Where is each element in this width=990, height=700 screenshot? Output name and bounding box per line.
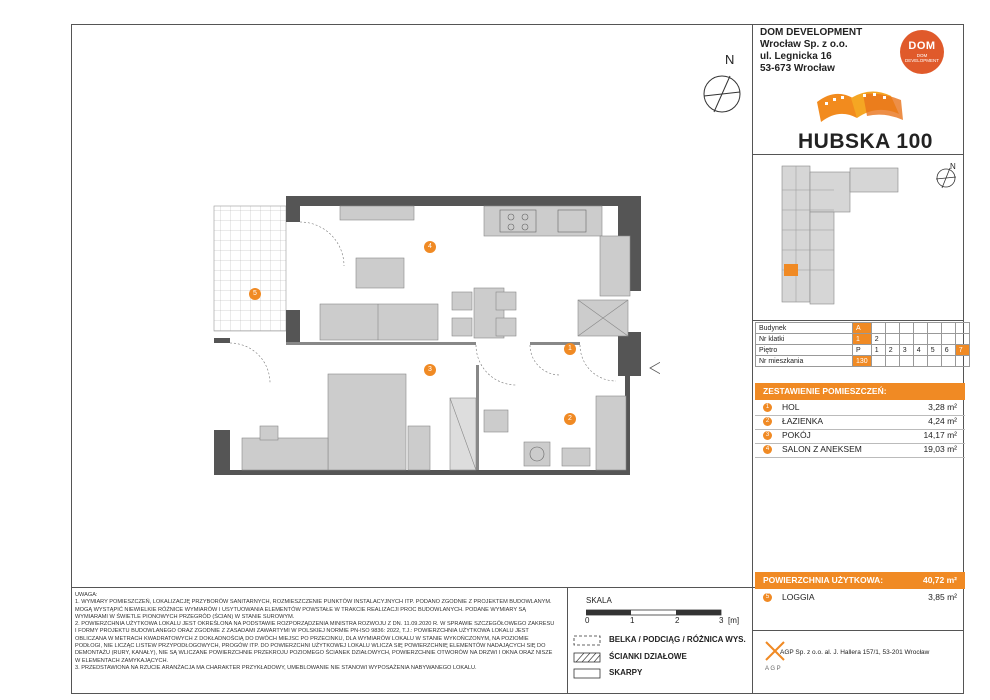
- entrance-arrow-icon: [650, 360, 660, 376]
- label-building: Budynek: [756, 323, 853, 334]
- note-line: W ELEMENTACH ZAMYKAJĄCYCH.: [75, 657, 169, 664]
- scale-unit: [m]: [728, 616, 740, 625]
- sidebar-divider: [752, 24, 753, 694]
- note-line: 1. WYMIARY POMIESZCZEŃ, LOKALIZACJĘ PRZYBORÓW SANITARNYCH, ROZMIESZCZENIE PUNKTÓW INSTALACYJNYCH ITP. PODANO ZGODNIE Z PROJEKTEM BUDOWLANYM.: [75, 599, 552, 606]
- scale-bar: [586, 608, 736, 622]
- note-line: 3. PRZEDSTAWIONA NA RZUCIE ARANŻACJA MA CHARAKTER PRZYKŁADOWY, UMEBLOWANIE NIE STANOWI WYPOSAŻENIA NABYWANEGO LOKALU.: [75, 664, 477, 671]
- note-line: DEMONTAŻU (RURY, KANAŁY), NIE SĄ WLICZANE POWIERZCHNIE PRZEKROJU POZIOMEGO ŚCIANEK DZIAŁOWYCH, POWIERZCHNIE OTWORÓW NA DRZWI I OKNA ORAZ NISZE: [75, 650, 553, 657]
- wardrobe: [408, 426, 430, 470]
- company-legal: Wrocław Sp. z o.o.: [760, 39, 848, 50]
- logo-sub: DOM DEVELOPMENT: [904, 53, 939, 63]
- chair: [260, 426, 278, 440]
- room-marker: 1: [564, 343, 576, 355]
- note-line: 2. POWIERZCHNIA UŻYTKOWA LOKALU JEST OKREŚLONA NA PODSTAWIE ROZPORZĄDZENIA MINISTRA ROZWOJU Z DN. 11.09.2020 R. W SPRAWIE SZCZEGÓŁOWEGO ZAKRESU: [75, 621, 555, 628]
- room-area: 3,85 m²: [928, 592, 957, 602]
- rooms-header: ZESTAWIENIE POMIESZCZEŃ:: [755, 383, 965, 400]
- scale-title: SKALA: [586, 596, 612, 605]
- bed: [328, 374, 406, 470]
- room-row: [755, 443, 965, 458]
- scale-tick: 3: [719, 616, 724, 625]
- agp-address: AGP Sp. z o.o. al. J. Hallera 157/1, 53-201 Wrocław: [780, 649, 930, 656]
- key-plan: [770, 160, 960, 320]
- cell-floor: P: [853, 345, 872, 356]
- table-row: [756, 323, 970, 334]
- usable-area-bar: [755, 572, 965, 589]
- legend-beam: BELKA / PODCIĄG / RÓŻNICA WYS.: [609, 635, 746, 644]
- legend-slope: SKARPY: [609, 668, 643, 677]
- room-number: 5: [763, 593, 772, 602]
- washing-machine: [524, 442, 550, 466]
- company-street: ul. Legnicka 16: [760, 51, 832, 62]
- room-marker: 4: [424, 241, 436, 253]
- cell-staircase-2: 2: [871, 334, 885, 345]
- table-row: [756, 334, 970, 345]
- cell-floor: 2: [885, 345, 899, 356]
- coffee-table: [356, 258, 404, 288]
- label-floor: Piętro: [756, 345, 853, 356]
- room-number: 3: [763, 431, 772, 440]
- cell-floor: 3: [899, 345, 913, 356]
- dom-logo: [900, 30, 944, 74]
- room-area: 4,24 m²: [928, 416, 957, 426]
- header-divider: [752, 154, 964, 155]
- sofa: [320, 304, 438, 340]
- room-number: 2: [763, 417, 772, 426]
- room-name: ŁAZIENKA: [782, 416, 824, 426]
- north-label: N: [725, 52, 735, 67]
- room-number: 1: [763, 403, 772, 412]
- label-unit-number: Nr mieszkania: [756, 356, 853, 367]
- scale-tick: 0: [585, 616, 590, 625]
- loggia-area: [214, 206, 286, 331]
- agp-label: A G P: [765, 666, 781, 672]
- tv-shelf: [340, 206, 414, 220]
- room-name: HOL: [782, 402, 800, 412]
- room-name: POKÓJ: [782, 430, 811, 440]
- usable-area-value: 40,72 m²: [922, 575, 957, 585]
- note-line: WYMIARAMI W ŚWIETLE PIONOWYCH PRZEGRÓD (ŚCIAN) W STANIE SUROWYM.: [75, 613, 295, 620]
- label-staircase: Nr klatki: [756, 334, 853, 345]
- cell-unit-number: 130: [853, 356, 872, 367]
- note-line: PODŁOGI, NIE LICZĄC LISTEW PRZYPODŁOGOWYCH, PROGÓW ITP. DO POWIERZCHNI UŻYTKOWEJ LOKALU WLICZA SIĘ POWIERZCHNIĘ ELEMENTÓW NADAJĄCYCH SIĘ DO: [75, 643, 546, 650]
- footer-split-1: [567, 587, 568, 694]
- room-area: 19,03 m²: [923, 444, 957, 454]
- cell-floor-selected: 7: [955, 345, 969, 356]
- note-line: MOGĄ WYSTĄPIĆ NIEWIELKIE RÓŻNICE WYMIARÓW I USYTUOWANIA ELEMENTÓW POWSTAŁE W TRAKCIE REALIZACJI PROC BUDOWLANYCH. PODANE WYMIARY SĄ: [75, 606, 526, 613]
- room-marker: 3: [424, 364, 436, 376]
- usable-area-label: POWIERZCHNIA UŻYTKOWA:: [763, 575, 884, 585]
- table-row: [756, 345, 970, 356]
- company-city: 53-673 Wrocław: [760, 63, 835, 74]
- note-line: I FORMY PROJEKTU BUDOWLANEGO ORAZ ZGODNIE Z ZASADAMI ZAWARTYMI W POLSKIEJ NORMIE PN-ISO 9836: 2022, T.J.: POWIERZCHNIA UŻYTKOWA LOKALU JEST: [75, 628, 529, 635]
- kitchen-counter: [484, 206, 602, 236]
- scale-tick: 1: [630, 616, 635, 625]
- room-name: LOGGIA: [782, 592, 815, 602]
- room-marker: 2: [564, 413, 576, 425]
- notes-block: [75, 592, 565, 672]
- room-number: 4: [763, 445, 772, 454]
- project-title: HUBSKA 100: [798, 130, 933, 153]
- company-name: DOM DEVELOPMENT: [760, 27, 863, 38]
- cell-floor: 6: [941, 345, 955, 356]
- room-area: 14,17 m²: [923, 430, 957, 440]
- cell-floor: 5: [927, 345, 941, 356]
- room-area: 3,28 m²: [928, 402, 957, 412]
- cell-staircase-1: 1: [853, 334, 872, 345]
- room-marker: 5: [249, 288, 261, 300]
- keyplan-north-label: N: [950, 162, 956, 171]
- floor-plan: [200, 190, 660, 490]
- keyplan-divider: [752, 320, 964, 321]
- cell-floor: 1: [871, 345, 885, 356]
- bathtub: [596, 396, 626, 470]
- extra-room-row: [755, 591, 965, 605]
- company-info: [760, 27, 862, 75]
- table-row: [756, 356, 970, 367]
- washbasin: [562, 448, 590, 466]
- unit-info-table: [755, 322, 970, 367]
- room-row: [755, 415, 965, 430]
- film-strip-icon: [815, 84, 905, 132]
- note-line: OBLICZANA W METRACH KWADRATOWYCH Z DOKŁADNOŚCIĄ DO DWÓCH MIEJSC PO PRZECINKU, DLA WYMIARÓW LOKALU W STANIE WYKOŃCZONYM, NA POZIOMIE: [75, 635, 529, 642]
- cell-building: A: [853, 323, 872, 334]
- footer-split-2: [752, 630, 964, 631]
- logo-main: DOM: [908, 40, 936, 52]
- north-arrow-icon: [700, 72, 744, 116]
- legend-swatches: [572, 634, 604, 694]
- room-row: [755, 401, 965, 416]
- scale-tick: 2: [675, 616, 680, 625]
- toilet: [484, 410, 508, 432]
- room-name: SALON Z ANEKSEM: [782, 444, 862, 454]
- notes-title: UWAGA:: [75, 592, 98, 598]
- unit-highlight: [784, 264, 798, 276]
- legend-partition: ŚCIANKI DZIAŁOWE: [609, 652, 687, 661]
- fridge: [600, 236, 630, 296]
- cell-floor: 4: [913, 345, 927, 356]
- desk: [242, 438, 328, 470]
- room-row: [755, 429, 965, 444]
